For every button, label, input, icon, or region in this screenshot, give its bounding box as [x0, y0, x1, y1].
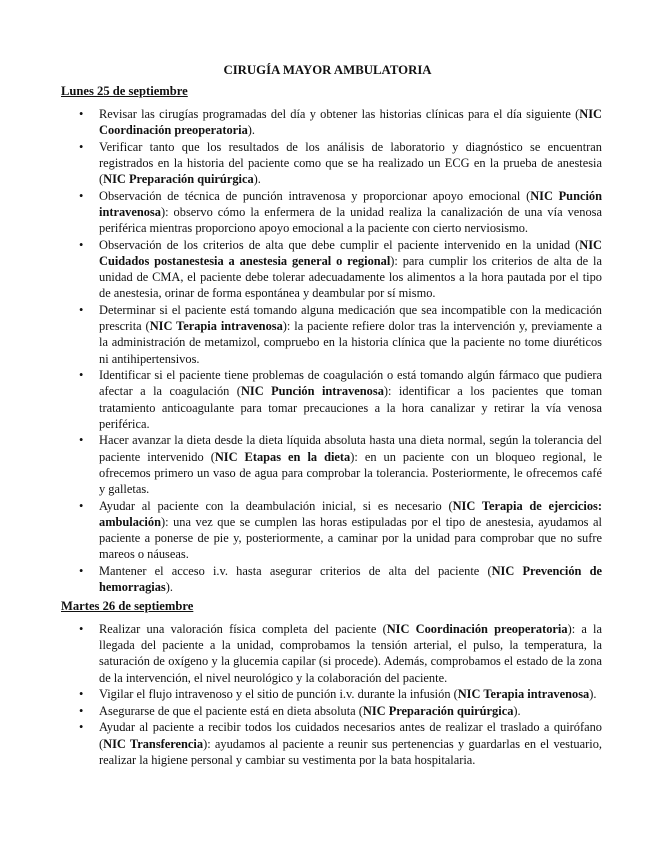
nic-label: NIC Coordinación preoperatoria: [386, 622, 568, 636]
day-heading-monday: Lunes 25 de septiembre: [61, 84, 188, 98]
nic-label: NIC Preparación quirúrgica: [362, 703, 514, 718]
nic-label: NIC Terapia intravenosa: [149, 319, 283, 334]
nic-label: NIC Preparación quirúrgica: [103, 172, 254, 187]
list-item: • Verificar tanto que los resultados de los análisis de laboratorio y diagnóstico se encuentran registrados en la historia del paciente como que se ha realizado un ECG en la prueba de anestesia (NIC Preparación quirúrgica).: [99, 139, 602, 188]
nic-label: NIC Terapia de ejercicios: ambulación: [99, 498, 602, 529]
list-item: • Mantener el acceso i.v. hasta asegurar criterios de alta del paciente (NIC Prevención de hemorragias).: [99, 563, 602, 595]
list-item: • Observación de técnica de punción intravenosa y proporcionar apoyo emocional (NIC Punción intravenosa): observo cómo la enfermera de la unidad realiza la canalización de una vía venosa periférica mientras proporciono apoyo emocional a la paciente con cierto nerviosismo.: [99, 188, 602, 237]
list-item: • Revisar las cirugías programadas del día y obtener las historias clínicas para el día siguiente (NIC Coordinación preoperatoria).: [99, 106, 602, 138]
list-item: • Asegurarse de que el paciente está en dieta absoluta (NIC Preparación quirúrgica).: [99, 703, 602, 719]
list-item: • Identificar si el paciente tiene problemas de coagulación o está tomando algún fármaco que pudiera afectar a la coagulación (NIC Punción intravenosa): identificar a los pacientes que toman tratamiento anticoagulante para tomar precauciones a la hora canalizar y retirar la vía venosa periférica.: [99, 367, 602, 432]
nic-label: NIC Etapas en la dieta: [214, 449, 351, 464]
list-item: • Observación de los criterios de alta que debe cumplir el paciente intervenido en la unidad (NIC Cuidados postanestesia a anestesia general o regional): para cumplir los criterios de alta de la unidad de CMA, el paciente debe tolerar adecuadamente los alimentos a la hora pautada por el tipo de anestesia, orinar de forma espontánea y deambular por sí mismo.: [99, 237, 602, 302]
task-list-monday: [99, 106, 602, 596]
list-item: • Determinar si el paciente está tomando alguna medicación que sea incompatible con la medicación prescrita (NIC Terapia intravenosa): la paciente refiere dolor tras la intervención y, previamente a la administración de metamizol, compruebo en la historia clínica que la paciente no tome diuréticos ni antihipertensivos.: [99, 302, 602, 367]
nic-label: NIC Transferencia: [103, 736, 204, 751]
document-title: CIRUGÍA MAYOR AMBULATORIA: [223, 63, 432, 77]
nic-label: NIC Punción intravenosa: [99, 188, 602, 219]
day-heading-tuesday: Martes 26 de septiembre: [61, 599, 194, 613]
nic-label: NIC Cuidados postanestesia a anestesia general o regional: [99, 237, 602, 268]
nic-label: NIC Terapia intravenosa: [457, 687, 590, 702]
nic-label: NIC Punción intravenosa: [240, 384, 384, 399]
list-item: • Ayudar al paciente con la deambulación inicial, si es necesario (NIC Terapia de ejercicios: ambulación): una vez que se cumplen las horas estipuladas por el tipo de anestesia, ayudamos al paciente a ponerse de pie y, posteriormente, a caminar por la unidad para comprobar que no sufre mareos o náuseas.: [99, 498, 602, 563]
list-item: • Ayudar al paciente a recibir todos los cuidados necesarios antes de realizar el traslado a quirófano (NIC Transferencia): ayudamos al paciente a reunir sus pertenencias y guardarlas en el vestuario, realizar la higiene personal y cambiar su vestimenta por la bata hospitalaria.: [99, 719, 602, 768]
nic-label: NIC Coordinación preoperatoria: [99, 107, 602, 138]
nic-label: NIC Prevención de hemorragias: [99, 563, 603, 595]
list-item: • Vigilar el flujo intravenoso y el sitio de punción i.v. durante la infusión (NIC Terapia intravenosa).: [99, 686, 602, 702]
list-item: • Hacer avanzar la dieta desde la dieta líquida absoluta hasta una dieta normal, según la tolerancia del paciente intervenido (NIC Etapas en la dieta): en un paciente con un bloqueo regional, le ofrecemos primero un vaso de agua para comprobar la tolerancia. Posteriormente, le ofrecemos café y galletas.: [99, 432, 602, 497]
list-item: • Realizar una valoración física completa del paciente (NIC Coordinación preoperatoria): a la llegada del paciente a la unidad, comprobamos la tensión arterial, el pulso, la temperatura, la saturación de oxígeno y la glucemia capilar (si procede). Además, comprobamos el estado de la zona de la intervención, el nivel neurológico y la colaboración del paciente.: [99, 621, 602, 686]
task-list-tuesday: [99, 621, 602, 768]
